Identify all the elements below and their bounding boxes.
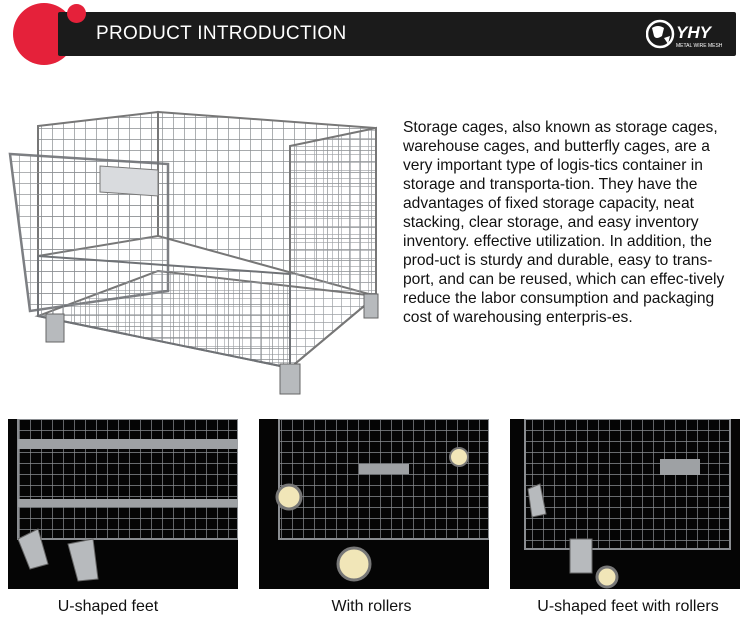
photo-u-shaped-feet bbox=[8, 419, 238, 589]
product-description: Storage cages, also known as storage cages, warehouse cages, and butterfly cages, are a very important type of logis-tics container in storage and transporta-tion. They have the advantages of fixed storage capacity, neat stacking, clear storage, and easy inventory inventory. effective utilization. In addition, the prod-uct is sturdy and durable, easy to trans-port, and can be reused, which can effec-tively reduce the labor consumption and packaging cost of warehousing enterpris-es. bbox=[403, 119, 725, 326]
caption-with-rollers: With rollers bbox=[331, 598, 412, 615]
photo-with-rollers bbox=[259, 419, 489, 589]
yhy-logo bbox=[646, 16, 732, 52]
svg-text:YHY: YHY bbox=[676, 23, 711, 42]
red-dot-decoration bbox=[67, 4, 86, 23]
section-header bbox=[58, 12, 736, 56]
caption-u-shaped-feet-with-rollers: U-shaped feet with rollers bbox=[537, 598, 719, 615]
svg-text:METAL WIRE MESH: METAL WIRE MESH bbox=[676, 43, 723, 49]
caption-u-shaped-feet: U-shaped feet bbox=[57, 598, 159, 615]
photo-u-shaped-feet-with-rollers bbox=[510, 419, 740, 589]
storage-cage-image bbox=[8, 106, 382, 398]
section-title: PRODUCT INTRODUCTION bbox=[96, 23, 347, 44]
